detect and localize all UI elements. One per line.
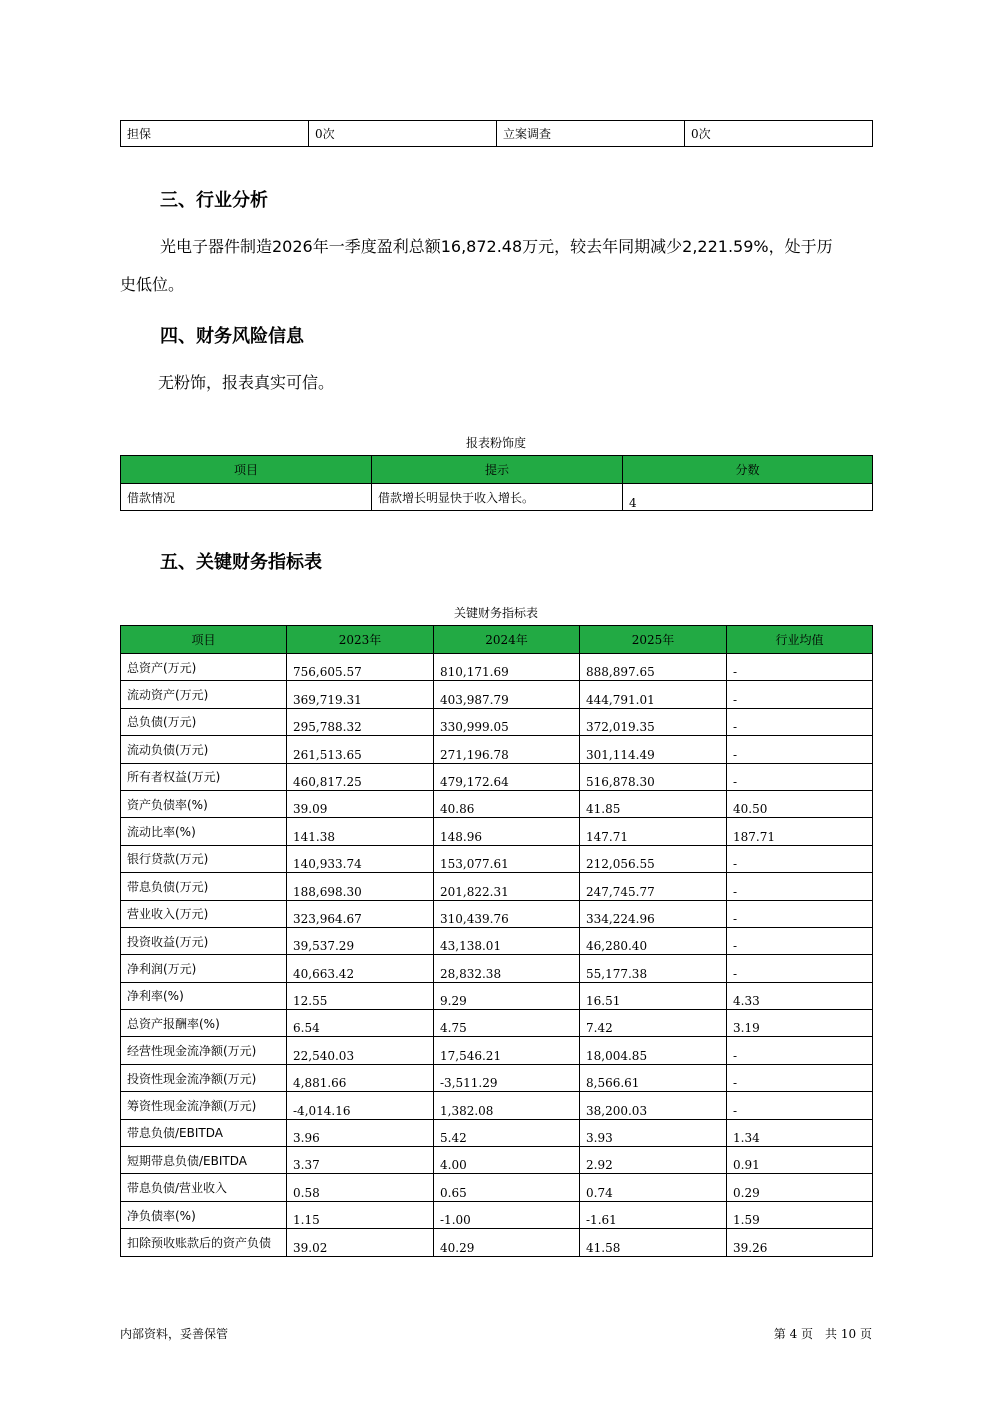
table-cell: 28,832.38	[434, 955, 580, 982]
table-cell: 271,196.78	[434, 736, 580, 763]
table-cell: 筹资性现金流净额(万元)	[121, 1092, 287, 1119]
table-cell: 141.38	[287, 818, 434, 845]
table-row	[121, 763, 873, 790]
table-cell: 310,439.76	[434, 900, 580, 927]
page-indicator	[774, 1325, 872, 1342]
table-cell: 经营性现金流净额(万元)	[121, 1037, 287, 1064]
table-cell: -	[727, 1064, 873, 1091]
table-cell: 301,114.49	[580, 736, 727, 763]
table-cell: -3,511.29	[434, 1064, 580, 1091]
table-cell: 6.54	[287, 1010, 434, 1037]
table-cell: -	[727, 708, 873, 735]
table-cell: -1.61	[580, 1201, 727, 1228]
table-cell: 0次	[309, 121, 497, 147]
table-cell: 0.74	[580, 1174, 727, 1201]
table-cell: 4.00	[434, 1147, 580, 1174]
table-row	[121, 484, 873, 511]
table-cell: 短期带息负债/EBITDA	[121, 1147, 287, 1174]
table-row	[121, 1064, 873, 1091]
table-cell: 38,200.03	[580, 1092, 727, 1119]
column-header: 项目	[121, 456, 372, 484]
table-cell: 295,788.32	[287, 708, 434, 735]
table-cell: 3.19	[727, 1010, 873, 1037]
footer-note: 内部资料，妥善保管	[120, 1327, 229, 1341]
table-cell: 46,280.40	[580, 927, 727, 954]
page-middle: 页 共	[801, 1327, 838, 1341]
table-cell: 444,791.01	[580, 681, 727, 708]
table-cell: 40.50	[727, 790, 873, 817]
table-cell: 担保	[121, 121, 309, 147]
table-cell: 5.42	[434, 1119, 580, 1146]
table-row	[121, 708, 873, 735]
table-cell: 8,566.61	[580, 1064, 727, 1091]
table-cell: 流动资产(万元)	[121, 681, 287, 708]
table-cell: 4.33	[727, 982, 873, 1009]
top-info-table	[120, 120, 873, 147]
table-row	[121, 681, 873, 708]
table-cell: 16.51	[580, 982, 727, 1009]
table-cell: 借款增长明显快于收入增长。	[372, 484, 623, 511]
page-total: 10	[840, 1327, 857, 1341]
table-cell: 810,171.69	[434, 654, 580, 681]
table-cell: 净利率(%)	[121, 982, 287, 1009]
table-row	[121, 736, 873, 763]
column-header: 2025年	[580, 626, 727, 654]
table-cell: 资产负债率(%)	[121, 790, 287, 817]
table-cell: 立案调查	[497, 121, 685, 147]
table-cell: 借款情况	[121, 484, 372, 511]
table-cell: 330,999.05	[434, 708, 580, 735]
table-title: 关键财务指标表	[453, 606, 538, 620]
table-cell: -	[727, 873, 873, 900]
table-cell: -4,014.16	[287, 1092, 434, 1119]
column-header: 提示	[372, 456, 623, 484]
table-cell: 148.96	[434, 818, 580, 845]
table-cell: 扣除预收账款后的资产负债	[121, 1229, 287, 1256]
table-cell: 17,546.21	[434, 1037, 580, 1064]
table-cell: -	[727, 1092, 873, 1119]
page-suffix: 页	[859, 1327, 872, 1341]
table-cell: -	[727, 736, 873, 763]
table-cell: 188,698.30	[287, 873, 434, 900]
table-row	[121, 121, 873, 147]
table-cell: 888,897.65	[580, 654, 727, 681]
table-cell: 0.65	[434, 1174, 580, 1201]
industry-paragraph	[120, 228, 890, 304]
table-cell: -	[727, 927, 873, 954]
table-cell: 带息负债/营业收入	[121, 1174, 287, 1201]
section-heading-risk: 四、财务风险信息	[160, 326, 304, 347]
table-cell: 18,004.85	[580, 1037, 727, 1064]
table-cell: 银行贷款(万元)	[121, 845, 287, 872]
table-cell: -	[727, 1037, 873, 1064]
table-cell: 投资收益(万元)	[121, 927, 287, 954]
column-header: 分数	[623, 456, 873, 484]
table-cell: 39,537.29	[287, 927, 434, 954]
table-cell: 流动比率(%)	[121, 818, 287, 845]
table-cell: 1.34	[727, 1119, 873, 1146]
table-row	[121, 1174, 873, 1201]
table-cell: 1,382.08	[434, 1092, 580, 1119]
table-row	[121, 1201, 873, 1228]
table-cell: 41.85	[580, 790, 727, 817]
table-cell: -	[727, 845, 873, 872]
table-cell: 所有者权益(万元)	[121, 763, 287, 790]
table-cell: 0次	[685, 121, 873, 147]
table-cell: 3.93	[580, 1119, 727, 1146]
section-heading-kpi: 五、关键财务指标表	[160, 552, 322, 573]
table-cell: 43,138.01	[434, 927, 580, 954]
table-row	[121, 927, 873, 954]
page-prefix: 第	[773, 1327, 786, 1341]
column-header: 2023年	[287, 626, 434, 654]
table-row	[121, 1092, 873, 1119]
column-header: 项目	[121, 626, 287, 654]
table-cell: 1.59	[727, 1201, 873, 1228]
table-cell: 372,019.35	[580, 708, 727, 735]
kpi-table-body	[121, 654, 873, 1257]
table-cell: 247,745.77	[580, 873, 727, 900]
page-number: 4	[789, 1327, 798, 1341]
table-cell: 3.37	[287, 1147, 434, 1174]
table-cell: 403,987.79	[434, 681, 580, 708]
table-cell: 479,172.64	[434, 763, 580, 790]
table-cell: 营业收入(万元)	[121, 900, 287, 927]
section-heading-industry: 三、行业分析	[160, 190, 268, 211]
table-cell: 261,513.65	[287, 736, 434, 763]
table-cell: 总资产(万元)	[121, 654, 287, 681]
table-cell: 212,056.55	[580, 845, 727, 872]
table-cell: 9.29	[434, 982, 580, 1009]
risk-paragraph: 无粉饰，报表真实可信。	[158, 373, 335, 392]
table-cell: 756,605.57	[287, 654, 434, 681]
table-cell: 40,663.42	[287, 955, 434, 982]
table-cell: 201,822.31	[434, 873, 580, 900]
table-header-row	[121, 626, 873, 654]
table-cell: -	[727, 654, 873, 681]
table-cell: -	[727, 955, 873, 982]
table-cell: -	[727, 763, 873, 790]
table-row	[121, 654, 873, 681]
table-row	[121, 955, 873, 982]
table-cell: 2.92	[580, 1147, 727, 1174]
kpi-table	[120, 625, 873, 1257]
table-cell: 1.15	[287, 1201, 434, 1228]
table-cell: 334,224.96	[580, 900, 727, 927]
table-row	[121, 1119, 873, 1146]
table-cell: 39.09	[287, 790, 434, 817]
table-cell: 516,878.30	[580, 763, 727, 790]
table-cell: 总负债(万元)	[121, 708, 287, 735]
table-row	[121, 845, 873, 872]
table-cell: -1.00	[434, 1201, 580, 1228]
table-row	[121, 1010, 873, 1037]
table-cell: 总资产报酬率(%)	[121, 1010, 287, 1037]
table-row	[121, 900, 873, 927]
table-cell: 323,964.67	[287, 900, 434, 927]
table-cell: 带息负债(万元)	[121, 873, 287, 900]
paragraph-line: 史低位。	[120, 275, 185, 294]
table-header-row	[121, 456, 873, 484]
table-cell: 4,881.66	[287, 1064, 434, 1091]
table-cell: 投资性现金流净额(万元)	[121, 1064, 287, 1091]
table-cell: 55,177.38	[580, 955, 727, 982]
table-row	[121, 873, 873, 900]
table-cell: 流动负债(万元)	[121, 736, 287, 763]
table-cell: 153,077.61	[434, 845, 580, 872]
table-cell: -	[727, 900, 873, 927]
window-dressing-table	[120, 455, 873, 511]
paragraph-line: 光电子器件制造2026年一季度盈利总额16,872.48万元，较去年同期减少2,221.59%，处于历	[160, 237, 833, 256]
table-cell: 净负债率(%)	[121, 1201, 287, 1228]
table-cell: 净利润(万元)	[121, 955, 287, 982]
table-row	[121, 1229, 873, 1256]
table-cell: 187.71	[727, 818, 873, 845]
table-cell: 41.58	[580, 1229, 727, 1256]
table-cell: 4.75	[434, 1010, 580, 1037]
table-cell: 39.02	[287, 1229, 434, 1256]
table-row	[121, 790, 873, 817]
table-cell: 460,817.25	[287, 763, 434, 790]
table-cell: 0.58	[287, 1174, 434, 1201]
table-cell: 3.96	[287, 1119, 434, 1146]
table-row	[121, 982, 873, 1009]
table-cell: 39.26	[727, 1229, 873, 1256]
table-cell: 4	[623, 484, 873, 511]
table-row	[121, 818, 873, 845]
column-header: 行业均值	[727, 626, 873, 654]
table-cell: 147.71	[580, 818, 727, 845]
table-cell: 369,719.31	[287, 681, 434, 708]
table-row	[121, 1147, 873, 1174]
table-cell: 22,540.03	[287, 1037, 434, 1064]
table-cell: 7.42	[580, 1010, 727, 1037]
table-cell: 40.29	[434, 1229, 580, 1256]
table-cell: 0.91	[727, 1147, 873, 1174]
table-cell: 140,933.74	[287, 845, 434, 872]
table-cell: 0.29	[727, 1174, 873, 1201]
table-cell: 40.86	[434, 790, 580, 817]
table-cell: -	[727, 681, 873, 708]
column-header: 2024年	[434, 626, 580, 654]
table-cell: 12.55	[287, 982, 434, 1009]
table-cell: 带息负债/EBITDA	[121, 1119, 287, 1146]
table-title: 报表粉饰度	[465, 436, 526, 450]
table-row	[121, 1037, 873, 1064]
